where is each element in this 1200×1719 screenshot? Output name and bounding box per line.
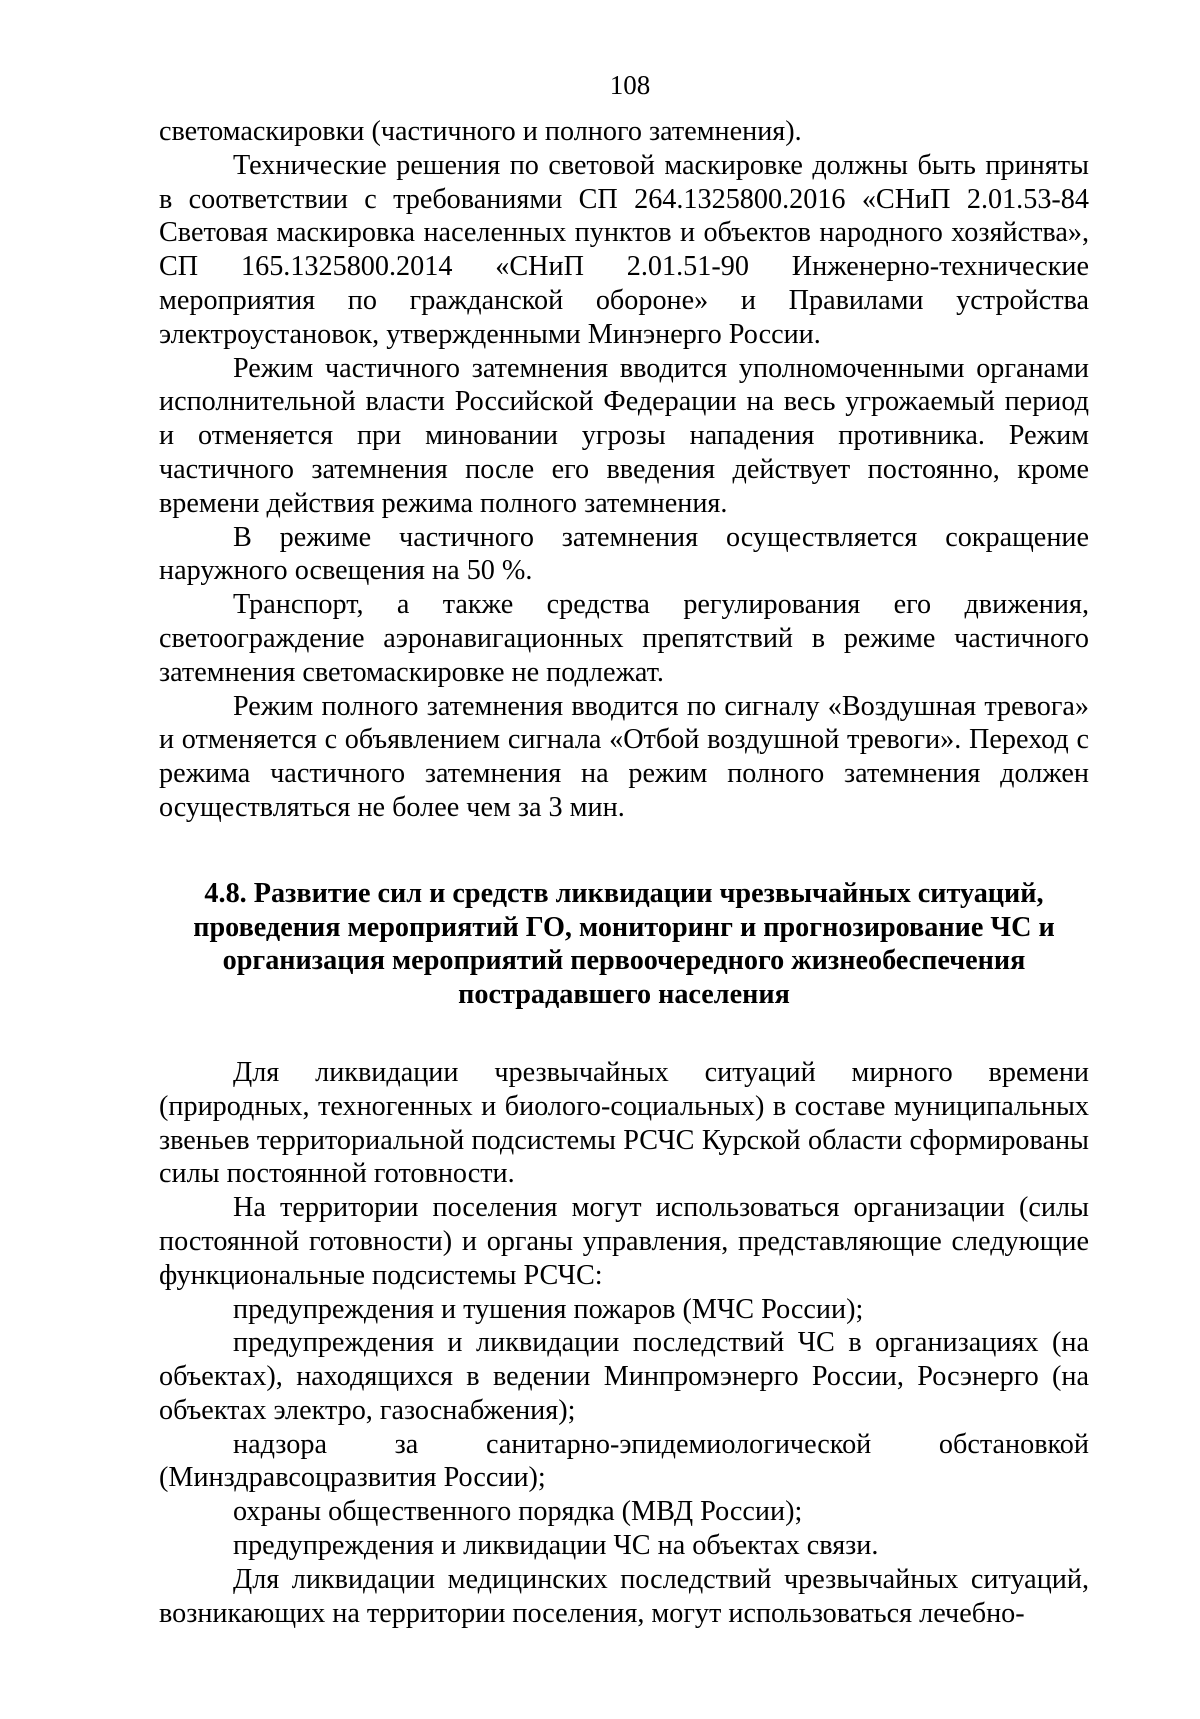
section-heading-line: 4.8. Развитие сил и средств ликвидации чрезвычайных ситуаций, — [204, 877, 1044, 909]
paragraph-continuation: светомаскировки (частичного и полного затемнения). — [159, 116, 802, 147]
section-heading-line: пострадавшего населения — [458, 979, 790, 1011]
section-heading-line: проведения мероприятий ГО, мониторинг и прогнозирование ЧС и — [193, 911, 1055, 943]
document-body — [159, 115, 1089, 1630]
paragraph-partial-blackout-mode: Режим частичного затемнения вводится уполномоченными органами исполнительной власти Российской Федерации на весь угрожаемый период и отменяется при миновании угрозы нападения противника. Режим частичного затемнения после его введения действует постоянно, кроме времени действия режима полного затемнения. — [159, 352, 1089, 519]
paragraph-medical-consequences: Для ликвидации медицинских последствий чрезвычайных ситуаций, возникающих на территории поселения, могут использоваться лечебно- — [159, 1563, 1089, 1629]
list-item: предупреждения и ликвидации ЧС на объектах связи. — [233, 1530, 879, 1562]
section-heading — [159, 877, 1089, 1012]
paragraph-full-blackout-mode: Режим полного затемнения вводится по сигналу «Воздушная тревога» и отменяется с объявлением сигнала «Отбой воздушной тревоги». Переход с режима частичного затемнения на режим полного затемнения должен осуществляться не более чем за 3 мин. — [159, 690, 1089, 823]
paragraph-lighting-reduction: В режиме частичного затемнения осуществляется сокращение наружного освещения на 50 %. — [159, 521, 1089, 587]
list-item: охраны общественного порядка (МВД России); — [233, 1496, 803, 1528]
list-item: надзора за санитарно-эпидемиологической обстановкой (Минздравсоцразвития России); — [159, 1428, 1089, 1494]
paragraph-functional-subsystems: На территории поселения могут использоваться организации (силы постоянной готовности) и органы управления, представляющие следующие функциональные подсистемы РСЧС: — [159, 1192, 1089, 1291]
page-number: 108 — [609, 70, 651, 100]
paragraph-emergency-forces: Для ликвидации чрезвычайных ситуаций мирного времени (природных, техногенных и биолого-социальных) в составе муниципальных звеньев территориальной подсистемы РСЧС Курской области сформированы силы постоянной готовности. — [159, 1056, 1089, 1190]
list-item: предупреждения и тушения пожаров (МЧС России); — [233, 1293, 864, 1325]
paragraph-technical-solutions: Технические решения по световой маскировке должны быть приняты в соответствии с требованиями СП 264.1325800.2016 «СНиП 2.01.53-84 Световая маскировка населенных пунктов и объектов народного хозяйства», СП 165.1325800.2014 «СНиП 2.01.51-90 Инженерно-технические мероприятия по гражданской обороне» и Правилами устройства электроустановок, утвержденными Минэнерго России. — [159, 149, 1089, 350]
section-heading-line: организация мероприятий первоочередного жизнеобеспечения — [222, 945, 1026, 977]
paragraph-transport-exemption: Транспорт, а также средства регулирования его движения, светоограждение аэронавигационных препятствий в режиме частичного затемнения светомаскировке не подлежат. — [159, 589, 1089, 688]
list-item: предупреждения и ликвидации последствий ЧС в организациях (на объектах), находящихся в ведении Минпромэнерго России, Росэнерго (на объектах электро, газоснабжения); — [159, 1327, 1089, 1426]
